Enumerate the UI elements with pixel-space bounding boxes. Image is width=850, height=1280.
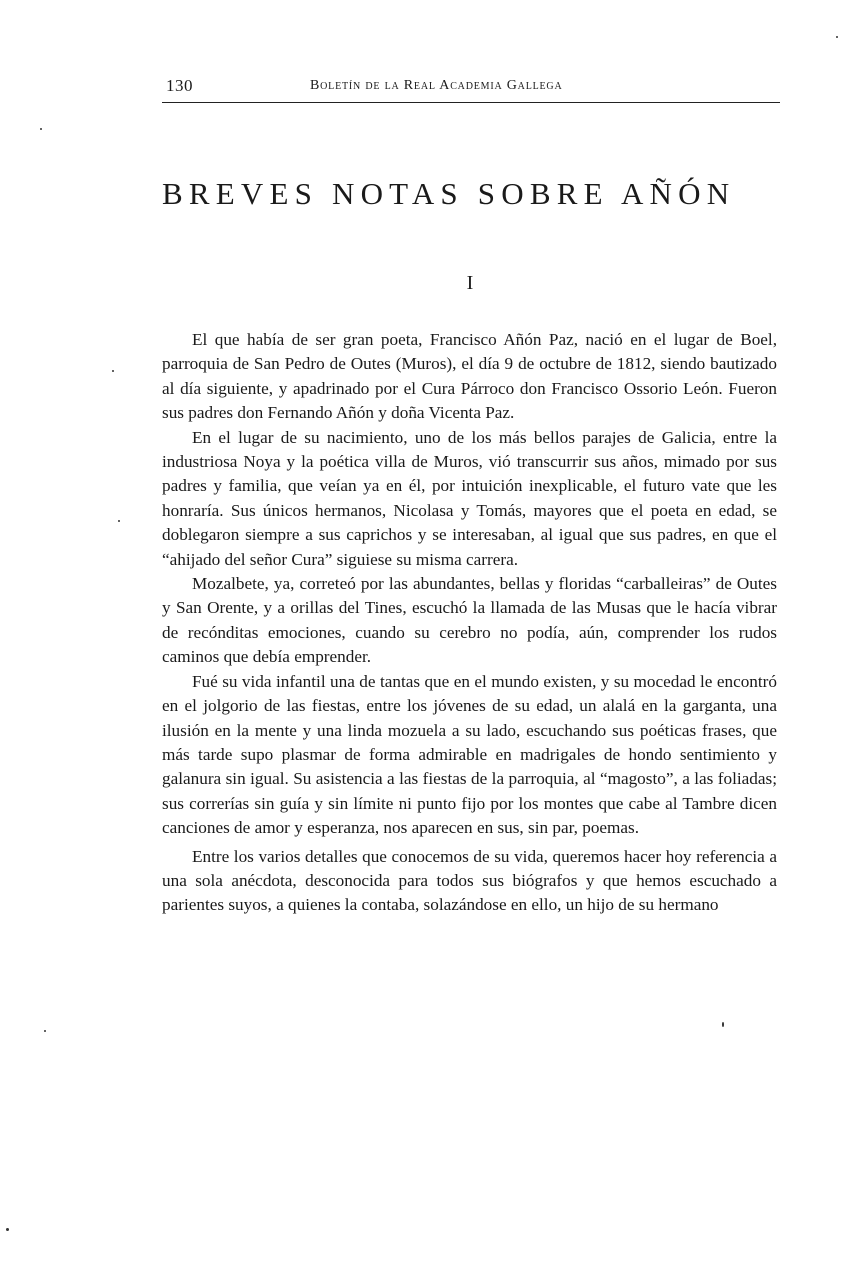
scan-speck bbox=[6, 1228, 9, 1231]
paragraph-1: El que había de ser gran poeta, Francisco Añón Paz, nació en el lugar de Boel, parroquia de San Pedro de Outes (Muros), el día 9 de octubre de 1812, siendo bautizado al día siguiente, y apadrinado por el Cura Párroco don Francisco Ossorio León. Fueron sus padres don Fernando Añón y doña Vicenta Paz. bbox=[162, 330, 777, 423]
scan-speck bbox=[118, 520, 120, 522]
scan-speck bbox=[836, 36, 838, 38]
scan-speck bbox=[722, 1022, 724, 1027]
article-body bbox=[162, 328, 777, 918]
paragraph-2: En el lugar de su nacimiento, uno de los más bellos parajes de Galicia, entre la industriosa Noya y la poética villa de Muros, vió transcurrir sus años, mimado por sus padres y familia, que veían ya en él, por intuición inexplicable, el futuro vate que les honraría. Sus únicos hermanos, Nicolasa y Tomás, mayores que el poeta en edad, se doblegaron siempre a sus caprichos y se interesaban, al igual que sus padres, en que el “ahijado del señor Cura” siguiese su misma carrera. bbox=[162, 427, 777, 569]
page-number: 130 bbox=[166, 76, 193, 95]
article-title: BREVES NOTAS SOBRE AÑÓN bbox=[162, 176, 736, 211]
scan-speck bbox=[112, 370, 114, 372]
paragraph-3: Mozalbete, ya, correteó por las abundantes, bellas y floridas “carballeiras” de Outes y San Orente, y a orillas del Tines, escuchó la llamada de las Musas que le hacía vibrar de recónditas emociones, cuando su cerebro no podía, aún, comprender los rudos caminos que debía emprender. bbox=[162, 574, 777, 667]
paragraph-4: Fué su vida infantil una de tantas que en el mundo existen, y su mocedad le encontró en el jolgorio de las fiestas, entre los jóvenes de su edad, un alalá en la garganta, una ilusión en la mente y una linda mozuela a su lado, escuchando sus poéticas frases, que más tarde supo plasmar de forma admirable en madrigales de hondo sentimiento y galanura sin igual. Su asistencia a las fiestas de la parroquia, al “magosto”, a las foliadas; sus correrías sin guía y sin límite ni punto fijo por los montes que cabe al Tambre dicen canciones de amor y esperanza, nos aparecen en sus, sin par, poemas. bbox=[162, 671, 777, 838]
scan-speck bbox=[40, 128, 42, 130]
journal-title: Boletín de la Real Academia Gallega bbox=[310, 78, 563, 93]
paragraph-5: Entre los varios detalles que conocemos de su vida, queremos hacer hoy referencia a una sola anécdota, desconocida para todos sus biógrafos y que hemos escuchado a parientes suyos, a quienes la contaba, solazándose en ello, un hijo de su hermano bbox=[162, 846, 777, 915]
running-header bbox=[162, 76, 780, 103]
scan-speck bbox=[44, 1030, 46, 1032]
section-numeral: I bbox=[466, 272, 474, 294]
